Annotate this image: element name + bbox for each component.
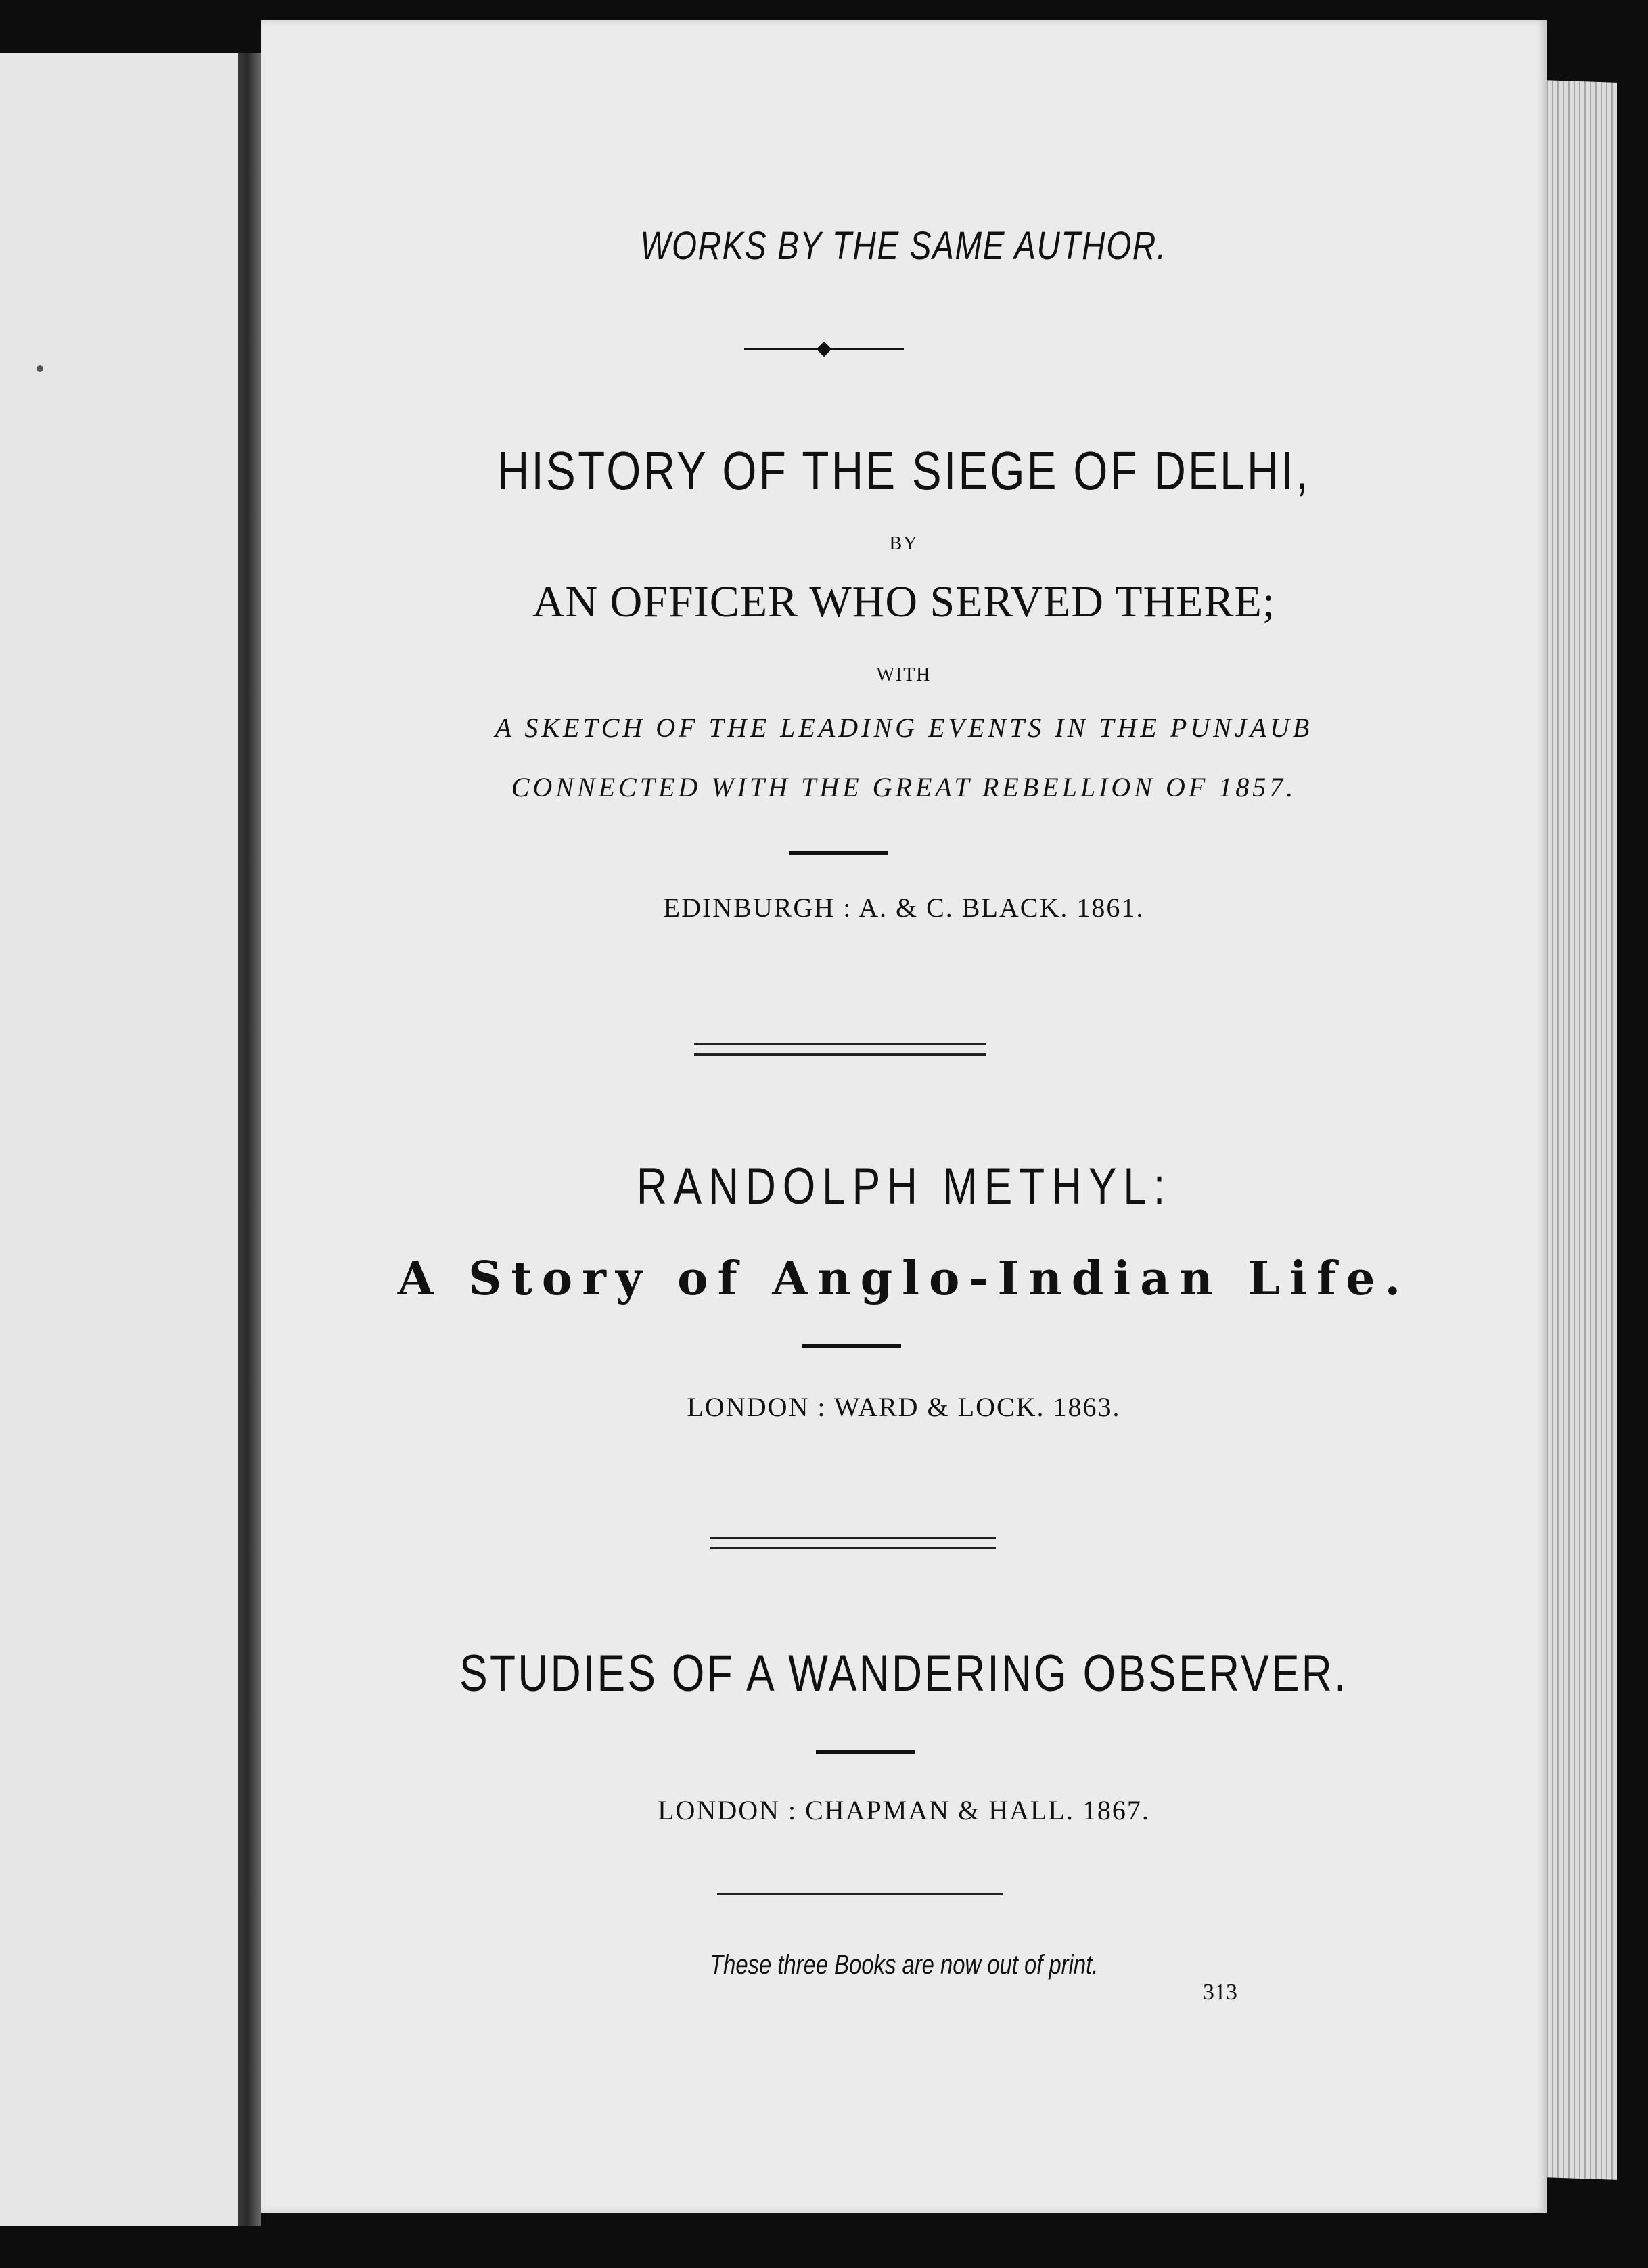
footnote: These three Books are now out of print. (709, 1950, 1099, 1980)
book1-title: HISTORY OF THE SIEGE OF DELHI, (497, 440, 1310, 501)
page-edges (1542, 80, 1617, 2180)
page-number: 313 (1203, 1980, 1237, 2005)
book-gutter (238, 53, 261, 2226)
left-page (0, 53, 238, 2226)
book-page (261, 20, 1547, 2213)
page-header: WORKS BY THE SAME AUTHOR. (640, 224, 1168, 268)
book3-publisher: LONDON : CHAPMAN & HALL. 1867. (658, 1795, 1150, 1825)
book2-publisher: LONDON : WARD & LOCK. 1863. (687, 1392, 1121, 1422)
book1-rule (789, 851, 888, 855)
book2-subtitle: A Story of Anglo-Indian Life. (397, 1252, 1411, 1306)
ink-speck (37, 365, 43, 372)
book2-rule (802, 1344, 901, 1348)
section-divider-2 (710, 1537, 996, 1549)
book1-by: BY (889, 533, 919, 554)
section-divider-1 (694, 1043, 986, 1056)
book1-author: AN OFFICER WHO SERVED THERE; (532, 577, 1276, 627)
book3-title: STUDIES OF A WANDERING OBSERVER. (459, 1645, 1348, 1702)
book1-publisher: EDINBURGH : A. & C. BLACK. 1861. (663, 892, 1145, 923)
book2-title: RANDOLPH METHYL: (636, 1158, 1172, 1215)
book3-rule (816, 1750, 915, 1754)
book1-with: WITH (876, 664, 932, 685)
footer-rule (717, 1893, 1003, 1895)
book1-sketch-line1: A SKETCH OF THE LEADING EVENTS IN THE PUNJAUB (495, 712, 1313, 743)
book1-sketch-line2: CONNECTED WITH THE GREAT REBELLION OF 1857. (511, 772, 1297, 802)
